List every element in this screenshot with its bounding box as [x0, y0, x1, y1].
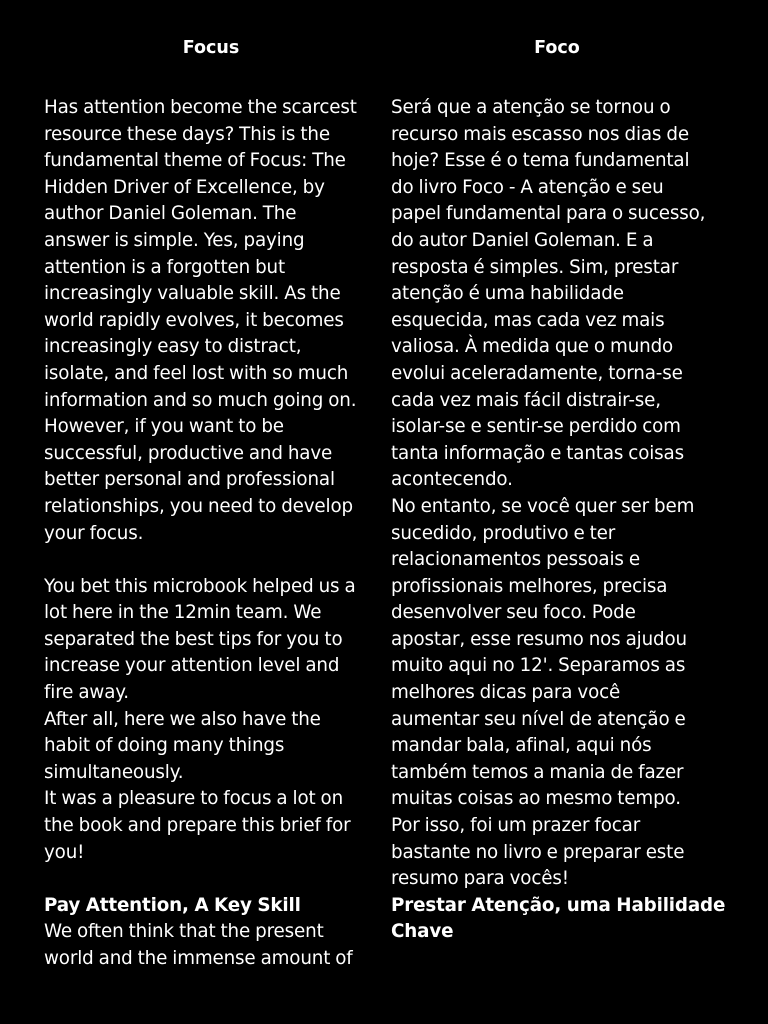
- english-column: [44, 38, 378, 973]
- english-title: Focus: [182, 38, 240, 58]
- english-paragraph-pleasure: It was a pleasure to focus a lot on the book and prepare this brief for you!: [44, 788, 351, 863]
- english-paragraph-section: We often think that the present world and the immense amount of: [44, 921, 353, 969]
- paragraph-spacer: [44, 547, 378, 574]
- portuguese-column: [391, 38, 731, 946]
- portuguese-title: Foco: [534, 38, 580, 58]
- portuguese-paragraph-focus: No entanto, se você quer ser bem sucedido, produtivo e ter relacionamentos pessoais e profissionais melhores, precisa desenvolver seu foco. Pode apostar, esse resumo nos ajudou muito aqui no 12'. Separamos as melhores dicas para você aumentar seu nível de atenção e mandar bala, afinal, aqui nós também temos a mania de fazer muitas coisas ao mesmo tempo. Por isso, foi um prazer focar bastante no livro e preparar este resumo para vocês!: [391, 495, 695, 890]
- english-section-heading: Pay Attention, A Key Skill: [44, 894, 301, 916]
- english-paragraph-habit: After all, here we also have the habit of doing many things simultaneously.: [44, 708, 321, 783]
- paragraph-spacer: [44, 866, 378, 893]
- english-paragraph-microbook: You bet this microbook helped us a lot here in the 12min team. We separated the best tips for you to increase your attention level and fire away.: [44, 575, 356, 704]
- portuguese-section-heading: Prestar Atenção, uma Habilidade Chave: [391, 894, 726, 943]
- portuguese-paragraph-intro: Será que a atenção se tornou o recurso mais escasso nos dias de hoje? Esse é o tema fundamental do livro Foco - A atenção e seu papel fundamental para o sucesso, do autor Daniel Goleman. E a resposta é simples. Sim, prestar atenção é uma habilidade esquecida, mas cada vez mais valiosa. À medida que o mundo evolui aceleradamente, torna-se cada vez mais fácil distrair-se, isolar-se e sentir-se perdido com tanta informação e tantas coisas acontecendo.: [391, 97, 706, 491]
- english-paragraph-intro: Has attention become the scarcest resource these days? This is the fundamental theme of Focus: The Hidden Driver of Excellence, by author Daniel Goleman. The answer is simple. Yes, paying attention is a forgotten but increasingly valuable skill. As the world rapidly evolves, it becomes increasingly easy to distract, isolate, and feel lost with so much information and so much going on. However, if you want to be successful, productive and have better personal and professional relationships, you need to develop your focus.: [44, 97, 357, 544]
